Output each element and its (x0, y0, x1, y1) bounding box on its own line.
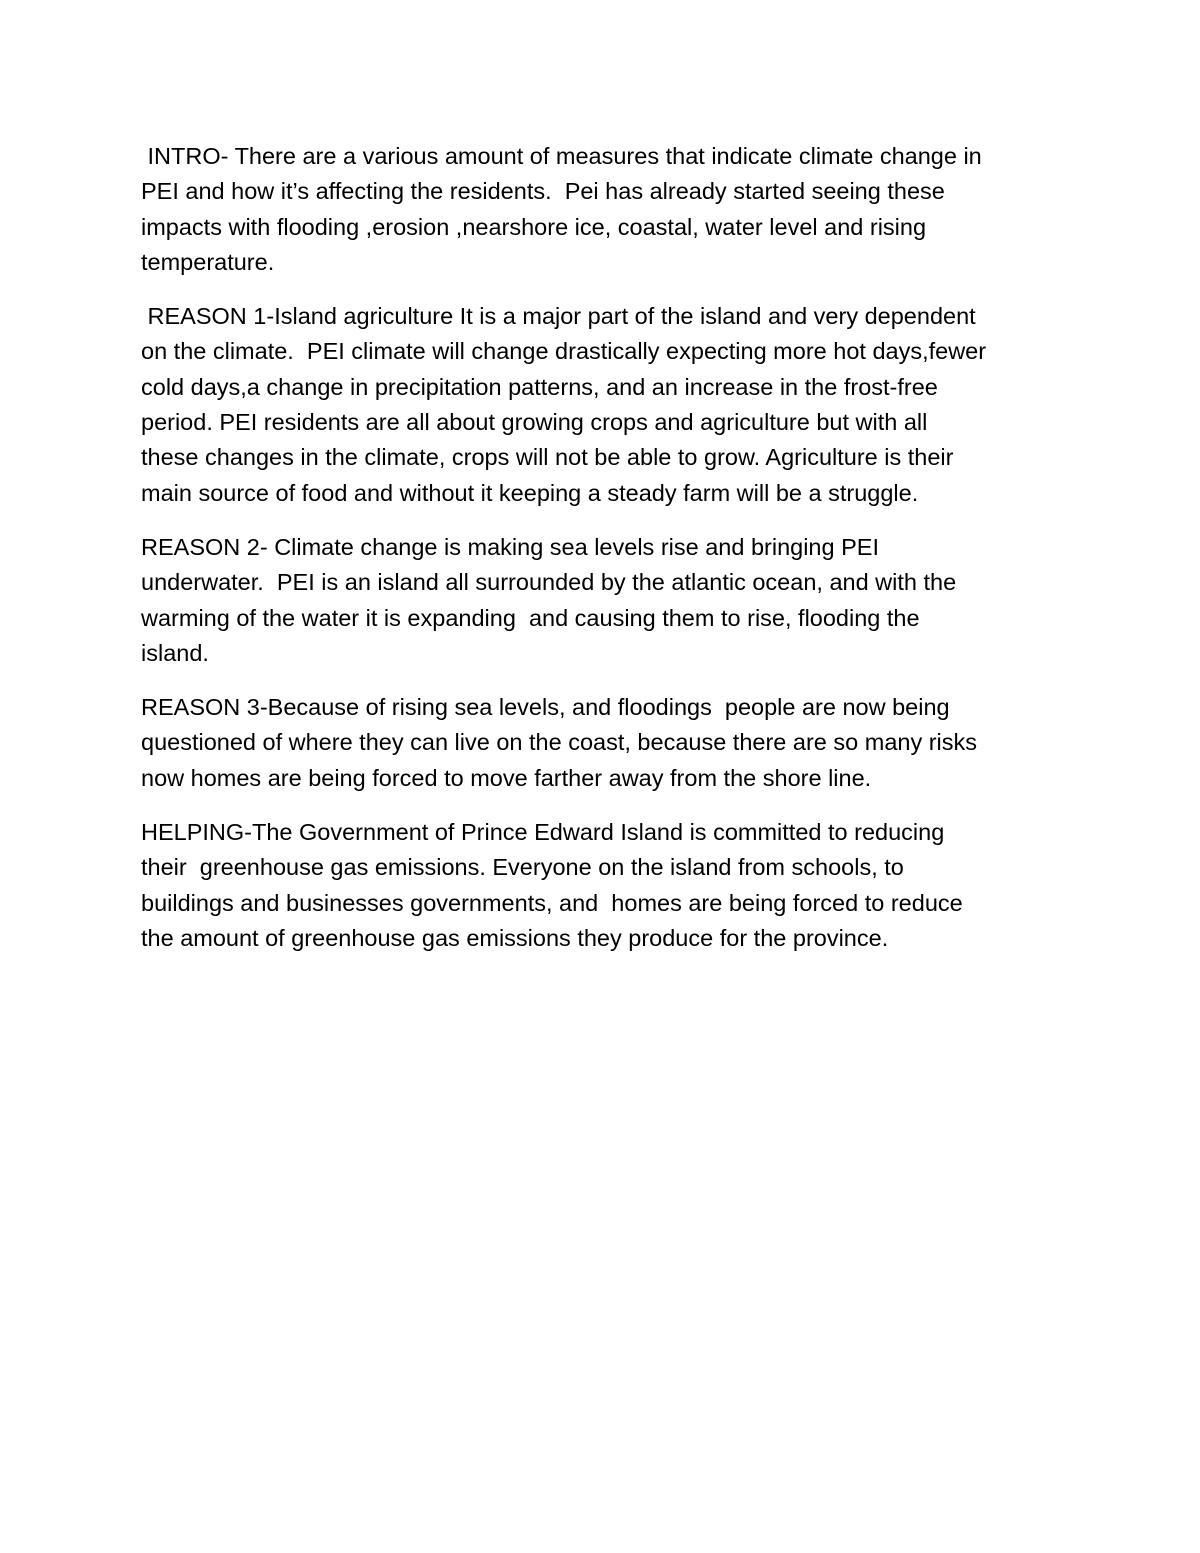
text-line: on the climate. PEI climate will change drastically expecting more hot days,fewer (141, 338, 987, 365)
text-line: INTRO- There are a various amount of measures that indicate climate change in (141, 143, 982, 169)
text-line: questioned of where they can live on the coast, because there are so many risks (141, 729, 978, 756)
text-line: temperature. (141, 248, 275, 275)
text-line: impacts with flooding ,erosion ,nearshore ice, coastal, water level and rising (141, 213, 927, 240)
paragraph-helping (141, 815, 1076, 956)
text-line: REASON 3-Because of rising sea levels, and floodings people are now being (141, 694, 950, 721)
text-line: REASON 1-Island agriculture It is a major part of the island and very dependent (141, 303, 976, 330)
text-line: main source of food and without it keeping a steady farm will be a struggle. (141, 479, 919, 506)
text-line: PEI and how it’s affecting the residents. Pei has already started seeing these (141, 178, 945, 205)
text-line: cold days,a change in precipitation patterns, and an increase in the frost-free (141, 373, 938, 400)
paragraph-reason-2 (141, 530, 1076, 671)
text-line: these changes in the climate, crops will not be able to grow. Agriculture is their (141, 444, 954, 471)
text-line: HELPING-The Government of Prince Edward Island is committed to reducing (141, 819, 945, 846)
text-line: buildings and businesses governments, and homes are being forced to reduce (141, 889, 963, 916)
paragraph-reason-1 (141, 299, 1076, 511)
document-body (141, 139, 1076, 975)
text-line: warming of the water it is expanding and causing them to rise, flooding the (141, 604, 920, 631)
text-line: now homes are being forced to move farther away from the shore line. (141, 764, 872, 791)
paragraph-intro (141, 139, 1076, 280)
text-line: period. PEI residents are all about growing crops and agriculture but with all (141, 409, 928, 436)
text-line: the amount of greenhouse gas emissions they produce for the province. (141, 924, 889, 951)
text-line: their greenhouse gas emissions. Everyone on the island from schools, to (141, 854, 904, 881)
text-line: underwater. PEI is an island all surrounded by the atlantic ocean, and with the (141, 569, 957, 596)
text-line: REASON 2- Climate change is making sea levels rise and bringing PEI (141, 533, 879, 560)
text-line: island. (141, 639, 209, 666)
paragraph-reason-3 (141, 690, 1076, 796)
